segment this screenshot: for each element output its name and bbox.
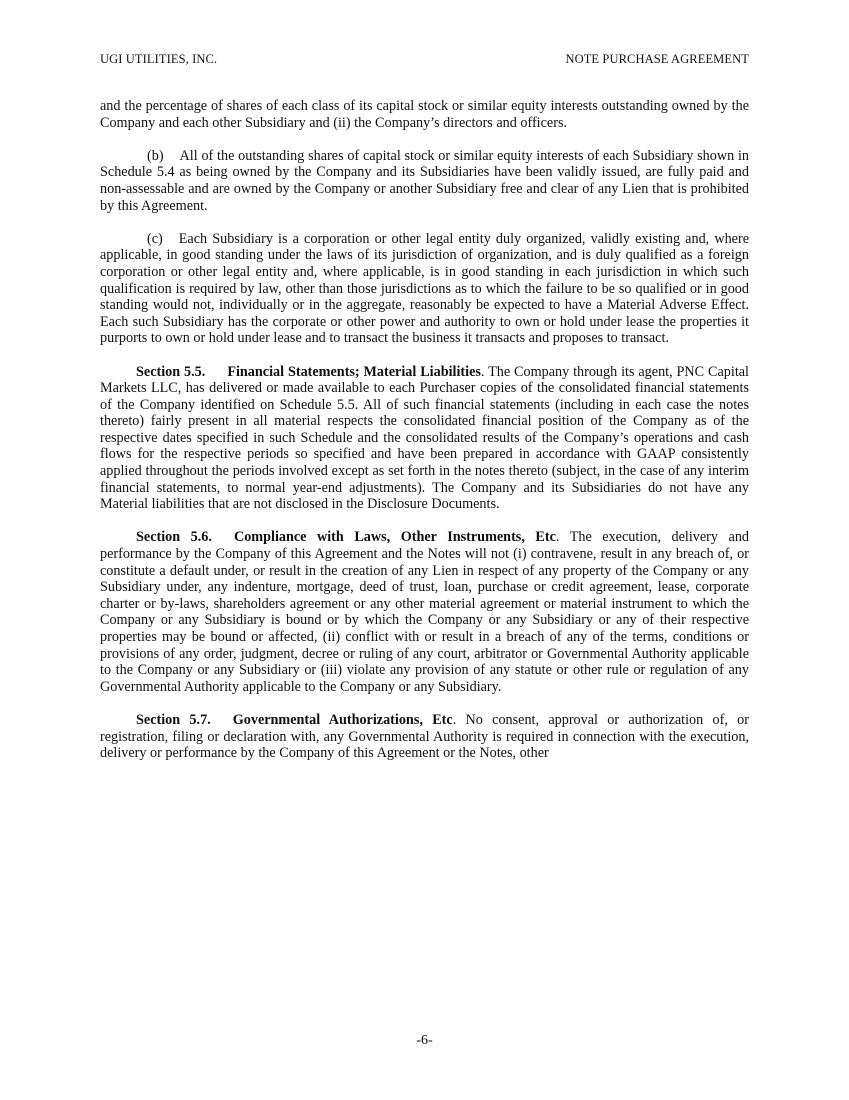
section-5-6 [100,529,749,695]
paragraph-c-marker: (c) [147,230,163,247]
section-5-7-title: Governmental Authorizations, Etc [232,711,453,728]
document-page [100,0,749,1100]
header-document-title: NOTE PURCHASE AGREEMENT [565,52,749,66]
section-5-5-text: . The Company through its agent, PNC Capital Markets LLC, has delivered or made available to each Purchaser copies of the consolidated financial statements of the Company identified on Schedule 5.5. All of such financial statements (including in each case the notes thereto) fairly present in all material respects the consolidated financial position of the Company as of the respective dates specified in such Schedule and the consolidated results of the Company’s operations and cash flows for the respective periods so specified and have been prepared in accordance with GAAP consistently applied throughout the periods involved except as set forth in the notes thereto (subject, in the case of any interim financial statements, to normal year-end adjustments). The Company and its Subsidiaries do not have any Material liabilities that are not disclosed in the Disclosure Documents. [100,363,749,513]
section-5-7 [100,712,749,762]
section-5-6-text: . The execution, delivery and performance by the Company of this Agreement and the Notes will not (i) contravene, result in any breach of, or constitute a default under, or result in the creation of any Lien in respect of any property of the Company or any Subsidiary under, any indenture, mortgage, deed of trust, loan, purchase or credit agreement, lease, corporate charter or by-laws, shareholders agreement or any other material agreement or material instrument to which the Company or any Subsidiary is bound or by which the Company or any Subsidiary or any of their respective properties may be bound or affected, (ii) conflict with or result in a breach of any of the terms, conditions or provisions of any order, judgment, decree or ruling of any court, arbitrator or Governmental Authority applicable to the Company or any Subsidiary or (iii) violate any provision of any statute or other rule or regulation of any Governmental Authority applicable to the Company or any Subsidiary. [100,529,750,695]
paragraph-c-text: Each Subsidiary is a corporation or other legal entity duly organized, validly existing and, where applicable, in good standing under the laws of its jurisdiction of organization, and is duly qualified as a foreign corporation or other legal entity and, where applicable, is in good standing in each jurisdiction in which such qualification is required by law, other than those jurisdictions as to which the failure to be so qualified or in good standing would not, individually or in the aggregate, reasonably be expected to have a Material Adverse Effect. Each such Subsidiary has the corporate or other power and authority to own or hold under lease the properties it purports to own or hold under lease and to transact the business it transacts and proposes to transact. [100,230,749,347]
header-company-name: UGI UTILITIES, INC. [100,52,218,66]
paragraph-c [100,231,749,347]
paragraph-b-text: All of the outstanding shares of capital stock or similar equity interests of each Subsidiary shown in Schedule 5.4 as being owned by the Company and its Subsidiaries have been validly issued, are fully paid and non-assessable and are owned by the Company or another Subsidiary free and clear of any Lien that is prohibited by this Agreement. [100,147,749,214]
section-5-7-text: . No consent, approval or authorization of, or registration, filing or declaration with, any Governmental Authority is required in connection with the execution, delivery or performance by the Company of this Agreement or the Notes, other [100,711,750,762]
section-5-6-title: Compliance with Laws, Other Instruments, Etc [233,529,556,546]
paragraph-b [100,148,749,214]
document-body [100,98,749,778]
section-5-7-number: Section 5.7. [136,711,211,728]
paragraph-continuation: and the percentage of shares of each class of its capital stock or similar equity interests outstanding owned by the Company and each other Subsidiary and (ii) the Company’s directors and officers. [100,98,749,131]
section-5-6-number: Section 5.6. [136,529,212,546]
paragraph-b-marker: (b) [147,147,164,164]
section-5-5-title: Financial Statements; Material Liabilities [227,363,481,380]
section-5-5-number: Section 5.5. [136,363,206,380]
section-5-5 [100,364,749,513]
page-number: -6- [416,1033,433,1048]
